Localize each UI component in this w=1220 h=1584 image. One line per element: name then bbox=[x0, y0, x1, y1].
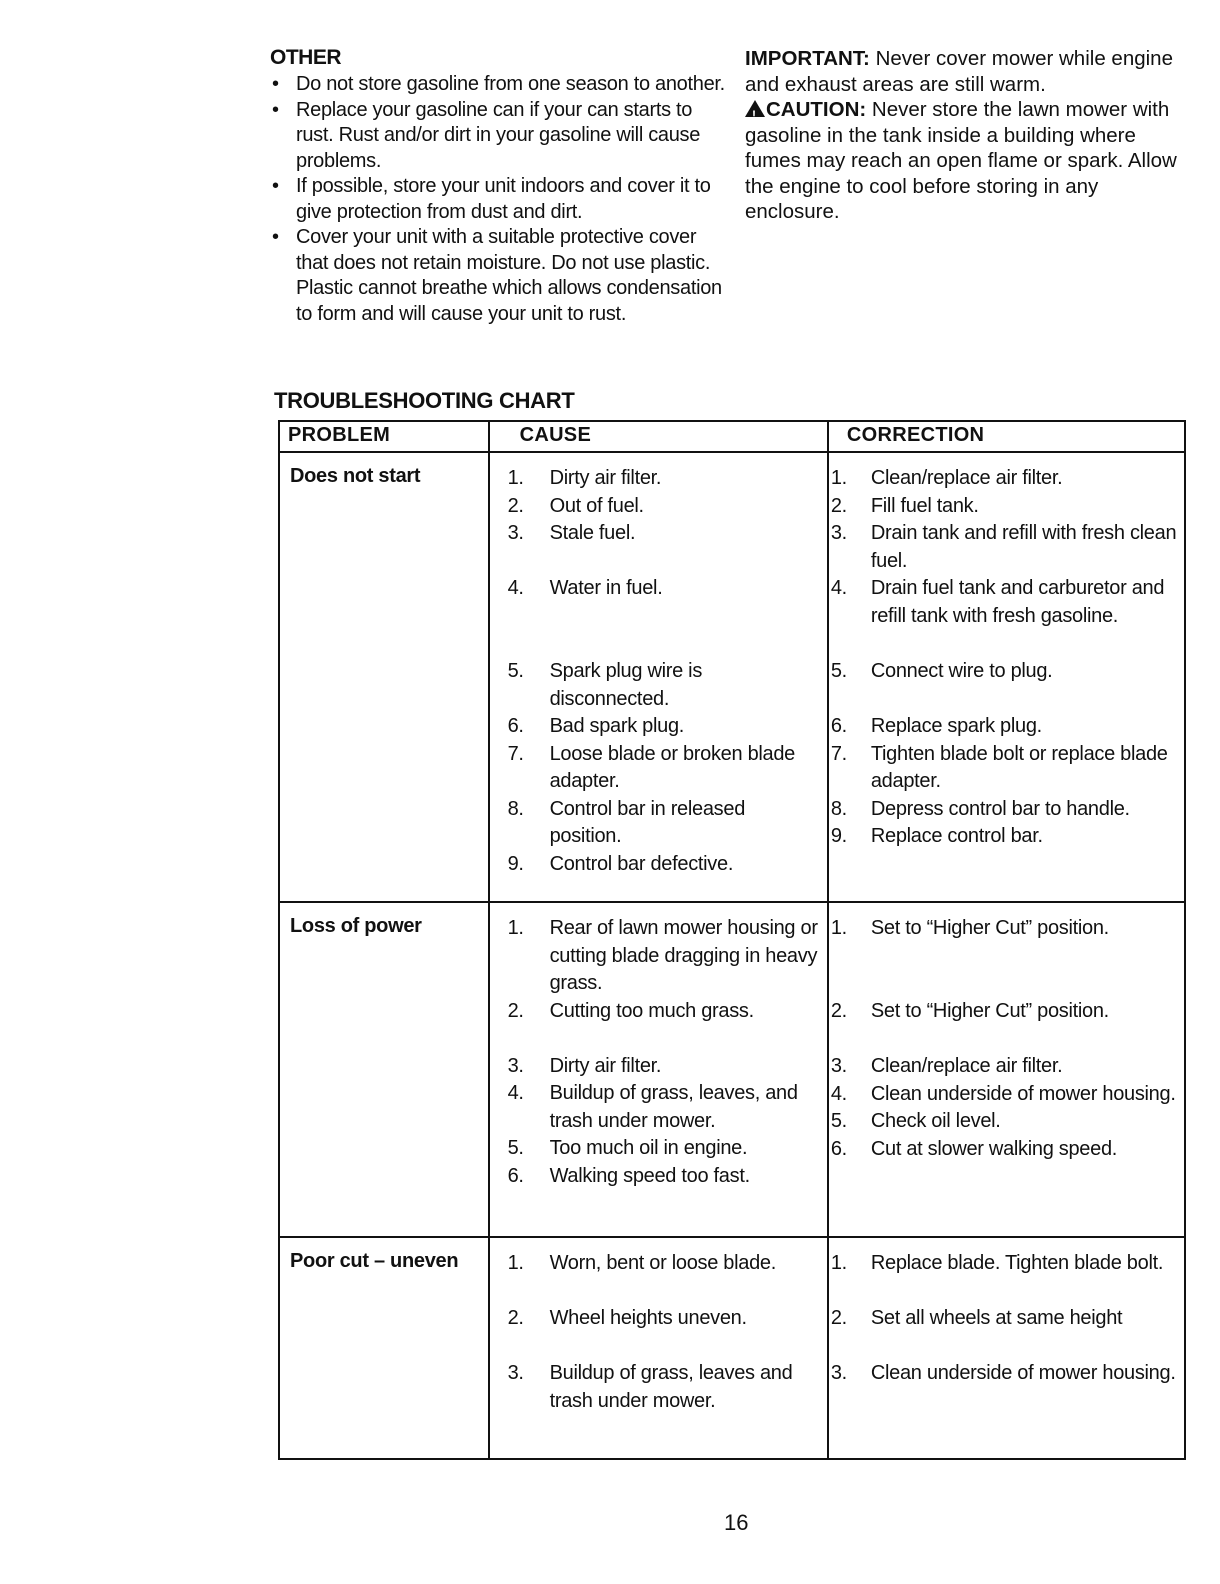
item-text: Buildup of grass, leaves and trash under mower. bbox=[549, 1362, 793, 1412]
correction-cell bbox=[828, 1237, 1185, 1459]
item-number: 7. bbox=[830, 742, 847, 765]
chart-title: TROUBLESHOOTING CHART bbox=[274, 388, 575, 413]
table-header-row bbox=[279, 421, 1185, 452]
problem-cell bbox=[279, 902, 489, 1237]
list-item bbox=[270, 174, 725, 225]
correction-cell bbox=[828, 452, 1185, 902]
cause-item bbox=[508, 1080, 821, 1135]
item-number: 2. bbox=[507, 494, 524, 517]
item-text: Drain tank and refill with fresh clean fuel. bbox=[870, 522, 1177, 572]
correction-item bbox=[831, 741, 1178, 796]
item-number: 3. bbox=[507, 1362, 524, 1384]
item-text: Wheel heights uneven. bbox=[549, 1307, 747, 1329]
cause-item bbox=[508, 1360, 821, 1415]
cause-cell bbox=[489, 452, 828, 902]
item-text: Rear of lawn mower housing or cutting blade dragging in heavy grass. bbox=[549, 917, 818, 994]
correction-item bbox=[831, 713, 1178, 741]
header-problem: PROBLEM bbox=[279, 421, 489, 452]
correction-item bbox=[831, 1136, 1178, 1164]
cause-item bbox=[508, 796, 821, 851]
item-number: 3. bbox=[830, 1362, 847, 1384]
item-number: 1. bbox=[830, 1252, 847, 1274]
item-number: 2. bbox=[830, 1307, 847, 1329]
other-bullet-list bbox=[270, 72, 725, 327]
bullet-text: Do not store gasoline from one season to another. bbox=[296, 73, 725, 95]
cause-item bbox=[508, 915, 821, 998]
problem-label: Loss of power bbox=[290, 915, 422, 937]
item-text: Worn, bent or loose blade. bbox=[549, 1252, 776, 1274]
correction-item bbox=[831, 823, 1178, 851]
item-text: Depress control bar to handle. bbox=[870, 797, 1130, 820]
item-text: Dirty air filter. bbox=[549, 467, 662, 489]
problem-cell bbox=[279, 452, 489, 902]
bullet-icon: • bbox=[272, 175, 279, 197]
correction-cell bbox=[828, 902, 1185, 1237]
item-text: Stale fuel. bbox=[549, 522, 636, 544]
item-number: 2. bbox=[507, 1307, 524, 1329]
problem-label: Does not start bbox=[290, 465, 421, 487]
item-number: 6. bbox=[507, 1164, 524, 1187]
item-text: Control bar defective. bbox=[549, 852, 734, 875]
item-text: Replace blade. Tighten blade bolt. bbox=[870, 1252, 1164, 1274]
bullet-icon: • bbox=[272, 98, 279, 121]
bullet-text: Cover your unit with a suitable protective cover that does not retain moisture. Do not use plastic. Plastic cannot breathe which allows condensation to form and will cause your unit to rust. bbox=[296, 226, 722, 325]
correction-item bbox=[831, 658, 1178, 713]
item-text: Bad spark plug. bbox=[549, 715, 685, 737]
header-cause: CAUSE bbox=[489, 421, 828, 452]
table-row bbox=[279, 452, 1185, 902]
troubleshooting-table bbox=[278, 420, 1186, 1460]
item-number: 4. bbox=[507, 577, 524, 599]
item-text: Fill fuel tank. bbox=[870, 494, 979, 517]
table-row bbox=[279, 1237, 1185, 1459]
item-text: Out of fuel. bbox=[549, 494, 644, 517]
correction-item bbox=[831, 465, 1178, 493]
item-text: Dirty air filter. bbox=[549, 1054, 662, 1077]
item-text: Spark plug wire is disconnected. bbox=[549, 660, 703, 710]
correction-item bbox=[831, 796, 1178, 824]
cause-cell bbox=[489, 1237, 828, 1459]
caution-text: Never store the lawn mower with gasoline in the tank inside a building where fumes may reach an open flame or spark. Allow the engine to cool before storing in any enclosure. bbox=[745, 98, 1177, 223]
cause-item bbox=[508, 998, 821, 1053]
correction-item bbox=[831, 1305, 1178, 1360]
list-item bbox=[270, 225, 725, 327]
item-number: 3. bbox=[830, 522, 847, 544]
item-text: Buildup of grass, leaves, and trash under mower. bbox=[549, 1082, 798, 1132]
warning-triangle-icon bbox=[745, 100, 765, 117]
cause-item bbox=[508, 1163, 821, 1191]
page-number: 16 bbox=[724, 1510, 749, 1535]
cause-item bbox=[508, 520, 821, 575]
caution-note bbox=[745, 97, 1190, 225]
correction-item bbox=[831, 1053, 1178, 1081]
correction-item bbox=[831, 915, 1178, 998]
correction-item bbox=[831, 1081, 1178, 1109]
other-section bbox=[270, 46, 725, 327]
cause-item bbox=[508, 741, 821, 796]
bullet-text: If possible, store your unit indoors and cover it to give protection from dust and dirt. bbox=[296, 175, 711, 223]
item-number: 8. bbox=[507, 797, 524, 820]
item-text: Set to “Higher Cut” position. bbox=[870, 1000, 1109, 1022]
cause-item bbox=[508, 575, 821, 658]
item-number: 4. bbox=[830, 1082, 847, 1105]
item-text: Control bar in released position. bbox=[549, 797, 746, 847]
cause-item bbox=[508, 465, 821, 493]
item-text: Clean/replace air filter. bbox=[870, 467, 1063, 489]
header-correction: CORRECTION bbox=[828, 421, 1185, 452]
item-text: Loose blade or broken blade adapter. bbox=[549, 742, 796, 792]
cause-item bbox=[508, 1135, 821, 1163]
item-text: Water in fuel. bbox=[549, 577, 663, 599]
item-text: Replace spark plug. bbox=[870, 715, 1042, 737]
item-number: 5. bbox=[507, 1137, 524, 1159]
item-text: Clean underside of mower housing. bbox=[870, 1362, 1176, 1384]
correction-item bbox=[831, 1108, 1178, 1136]
item-text: Walking speed too fast. bbox=[549, 1164, 750, 1187]
notice-section bbox=[745, 46, 1190, 225]
item-number: 5. bbox=[507, 660, 524, 682]
item-text: Clean underside of mower housing. bbox=[870, 1082, 1176, 1105]
important-label: IMPORTANT: bbox=[745, 47, 870, 70]
item-number: 9. bbox=[507, 852, 524, 875]
item-text: Too much oil in engine. bbox=[549, 1137, 748, 1159]
item-number: 7. bbox=[507, 742, 524, 765]
problem-label: Poor cut – uneven bbox=[290, 1250, 459, 1272]
problem-cell bbox=[279, 1237, 489, 1459]
correction-item bbox=[831, 493, 1178, 521]
correction-item bbox=[831, 520, 1178, 575]
item-number: 4. bbox=[507, 1082, 524, 1104]
cause-item bbox=[508, 713, 821, 741]
item-text: Set to “Higher Cut” position. bbox=[870, 917, 1109, 939]
cause-item bbox=[508, 658, 821, 713]
item-number: 1. bbox=[830, 917, 847, 939]
item-text: Clean/replace air filter. bbox=[870, 1055, 1063, 1077]
item-number: 3. bbox=[507, 1054, 524, 1077]
cause-item bbox=[508, 1250, 821, 1305]
item-number: 2. bbox=[830, 1000, 847, 1022]
list-item bbox=[270, 72, 725, 98]
item-number: 3. bbox=[507, 522, 524, 544]
item-number: 1. bbox=[507, 1252, 524, 1274]
table-row bbox=[279, 902, 1185, 1237]
item-number: 8. bbox=[830, 797, 847, 820]
item-text: Set all wheels at same height bbox=[870, 1307, 1123, 1329]
correction-item bbox=[831, 575, 1178, 658]
item-number: 1. bbox=[830, 467, 847, 489]
item-text: Cut at slower walking speed. bbox=[870, 1137, 1118, 1160]
cause-cell bbox=[489, 902, 828, 1237]
item-text: Check oil level. bbox=[870, 1110, 1001, 1132]
other-heading: OTHER bbox=[270, 46, 341, 69]
item-number: 5. bbox=[830, 660, 847, 682]
correction-item bbox=[831, 998, 1178, 1053]
item-text: Drain fuel tank and carburetor and refill tank with fresh gasoline. bbox=[870, 577, 1165, 627]
item-text: Replace control bar. bbox=[870, 825, 1043, 847]
item-number: 9. bbox=[830, 825, 847, 847]
bullet-text: Replace your gasoline can if your can starts to rust. Rust and/or dirt in your gasoline will cause problems. bbox=[296, 98, 701, 172]
important-text: Never cover mower while engine and exhaust areas are still warm. bbox=[745, 47, 1173, 96]
bullet-icon: • bbox=[272, 73, 279, 95]
item-number: 1. bbox=[507, 467, 524, 489]
item-number: 5. bbox=[830, 1110, 847, 1132]
important-note bbox=[745, 46, 1190, 97]
cause-item bbox=[508, 493, 821, 521]
item-number: 4. bbox=[830, 577, 847, 599]
bullet-icon: • bbox=[272, 226, 279, 248]
item-number: 2. bbox=[507, 999, 524, 1022]
item-text: Tighten blade bolt or replace blade adapter. bbox=[870, 742, 1168, 792]
item-text: Cutting too much grass. bbox=[549, 999, 754, 1022]
item-number: 6. bbox=[507, 715, 524, 737]
cause-item bbox=[508, 851, 821, 879]
item-number: 6. bbox=[830, 715, 847, 737]
item-number: 3. bbox=[830, 1055, 847, 1077]
item-number: 2. bbox=[830, 494, 847, 517]
item-number: 1. bbox=[507, 917, 524, 939]
cause-item bbox=[508, 1305, 821, 1360]
correction-item bbox=[831, 1360, 1178, 1388]
cause-item bbox=[508, 1053, 821, 1081]
item-text: Connect wire to plug. bbox=[870, 660, 1053, 682]
caution-label: CAUTION: bbox=[766, 98, 867, 121]
item-number: 6. bbox=[830, 1137, 847, 1160]
list-item bbox=[270, 98, 725, 175]
correction-item bbox=[831, 1250, 1178, 1305]
